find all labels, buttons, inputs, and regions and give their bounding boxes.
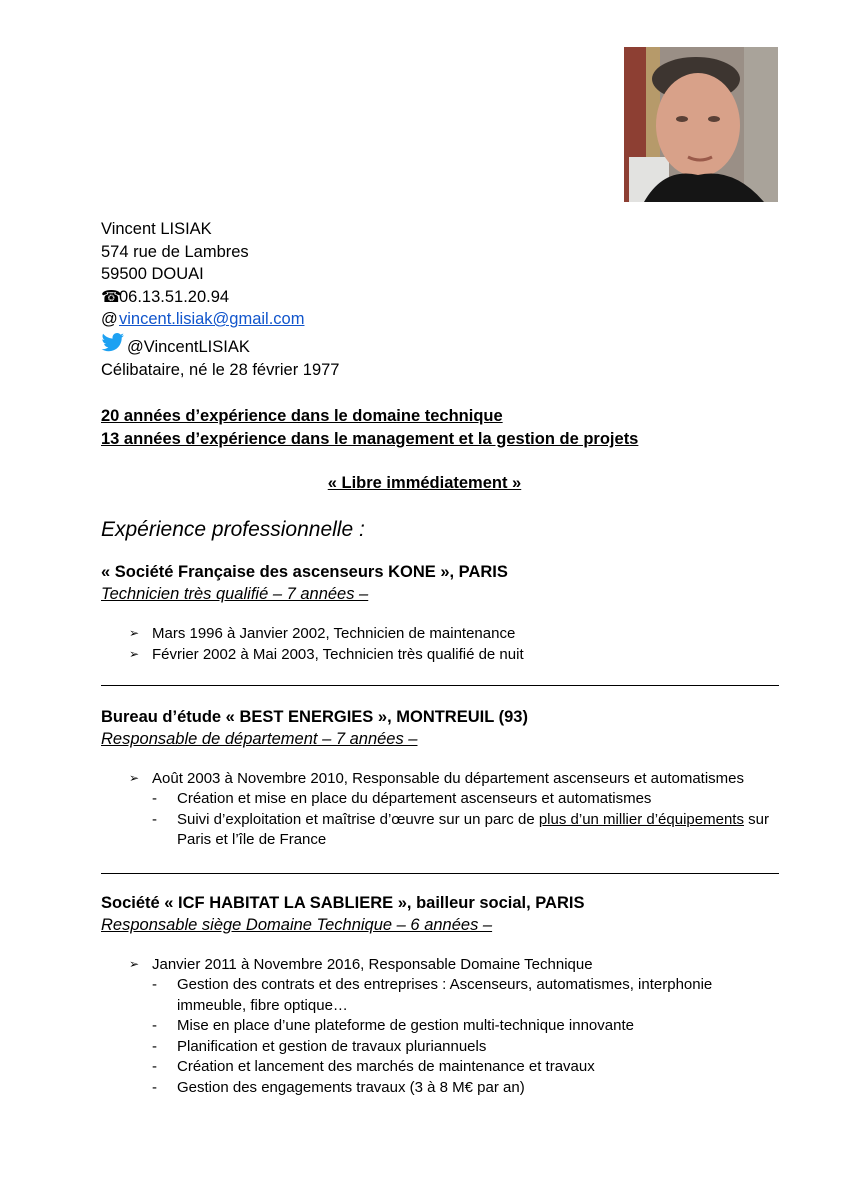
sub-list-item: - Gestion des engagements travaux (3 à 8 M€ par an) bbox=[101, 1078, 781, 1099]
job-role: Responsable de département – 7 années – bbox=[101, 730, 418, 748]
dash-bullet: - bbox=[152, 1017, 157, 1034]
dash-bullet: - bbox=[152, 1078, 157, 1096]
city-address: 59500 DOUAI bbox=[101, 265, 204, 283]
highlight-line: 20 années d’expérience dans le domaine technique bbox=[101, 407, 503, 425]
experience-highlights bbox=[101, 405, 638, 451]
job-bullets bbox=[101, 768, 781, 851]
sub-list-item: - Création et mise en place du département ascenseurs et automatismes bbox=[101, 789, 781, 810]
company-name: « Société Française des ascenseurs KONE », PARIS bbox=[101, 563, 508, 581]
list-item: ➢ Février 2002 à Mai 2003, Technicien très qualifié de nuit bbox=[129, 646, 524, 663]
phone-icon: ☎ bbox=[101, 287, 122, 306]
arrow-bullet-icon: ➢ bbox=[129, 771, 140, 785]
full-name: Vincent LISIAK bbox=[101, 220, 212, 238]
company-name: Bureau d’étude « BEST ENERGIES », MONTREUIL (93) bbox=[101, 708, 528, 726]
section-divider bbox=[101, 685, 779, 686]
contact-block bbox=[101, 218, 339, 381]
twitter-handle: @VincentLISIAK bbox=[127, 337, 250, 356]
street-address: 574 rue de Lambres bbox=[101, 242, 249, 261]
job-entry bbox=[101, 892, 781, 1098]
arrow-bullet-icon: ➢ bbox=[129, 647, 140, 661]
arrow-bullet-icon: ➢ bbox=[129, 957, 140, 971]
profile-photo bbox=[624, 47, 778, 202]
sub-list-item: - Gestion des contrats et des entreprises : Ascenseurs, automatismes, interphonie immeuble, fibre optique… bbox=[152, 976, 713, 1014]
section-divider bbox=[101, 873, 779, 874]
phone-number: 06.13.51.20.94 bbox=[119, 287, 230, 306]
job-role: Technicien très qualifié – 7 années – bbox=[101, 585, 369, 603]
arrow-bullet-icon: ➢ bbox=[129, 626, 140, 640]
sub-list-item: - Suivi d’exploitation et maîtrise d’œuvre sur un parc de plus d’un millier d’équipements sur Paris et l’île de France bbox=[152, 810, 769, 848]
underlined-highlight: plus d’un millier d’équipements bbox=[538, 810, 744, 828]
dash-bullet: - bbox=[152, 976, 157, 993]
sub-list-item: - Mise en place d’une plateforme de gestion multi-technique innovante bbox=[101, 1016, 781, 1037]
email-line bbox=[101, 308, 339, 331]
phone-line bbox=[101, 286, 339, 309]
twitter-bird-icon bbox=[101, 333, 125, 353]
section-title-experience: Expérience professionnelle : bbox=[101, 518, 365, 541]
list-item: ➢ Mars 1996 à Janvier 2002, Technicien de maintenance bbox=[129, 625, 516, 642]
company-name: Société « ICF HABITAT LA SABLIERE », bailleur social, PARIS bbox=[101, 894, 585, 912]
sub-list-item: - Planification et gestion de travaux pluriannuels bbox=[101, 1037, 781, 1058]
availability-note: « Libre immédiatement » bbox=[327, 474, 522, 492]
at-icon: @ bbox=[101, 310, 118, 328]
dash-bullet: - bbox=[152, 790, 157, 807]
job-bullets bbox=[101, 954, 781, 1098]
twitter-line bbox=[101, 333, 339, 359]
list-item: ➢ Août 2003 à Novembre 2010, Responsable du département ascenseurs et automatismes bbox=[129, 770, 745, 787]
job-bullets bbox=[101, 623, 781, 665]
dash-bullet: - bbox=[152, 810, 157, 828]
dash-bullet: - bbox=[152, 1058, 157, 1075]
job-role: Responsable siège Domaine Technique – 6 années – bbox=[101, 916, 493, 934]
highlight-line: 13 années d’expérience dans le management et la gestion de projets bbox=[101, 430, 639, 448]
dash-bullet: - bbox=[152, 1037, 157, 1055]
job-entry bbox=[101, 561, 781, 665]
list-item: ➢ Janvier 2011 à Novembre 2016, Responsable Domaine Technique bbox=[129, 956, 593, 973]
sub-list-item: - Création et lancement des marchés de maintenance et travaux bbox=[101, 1057, 781, 1078]
email-link[interactable]: vincent.lisiak@gmail.com bbox=[119, 310, 305, 328]
job-entry bbox=[101, 706, 781, 851]
marital-status: Célibataire, né le 28 février 1977 bbox=[101, 360, 340, 379]
